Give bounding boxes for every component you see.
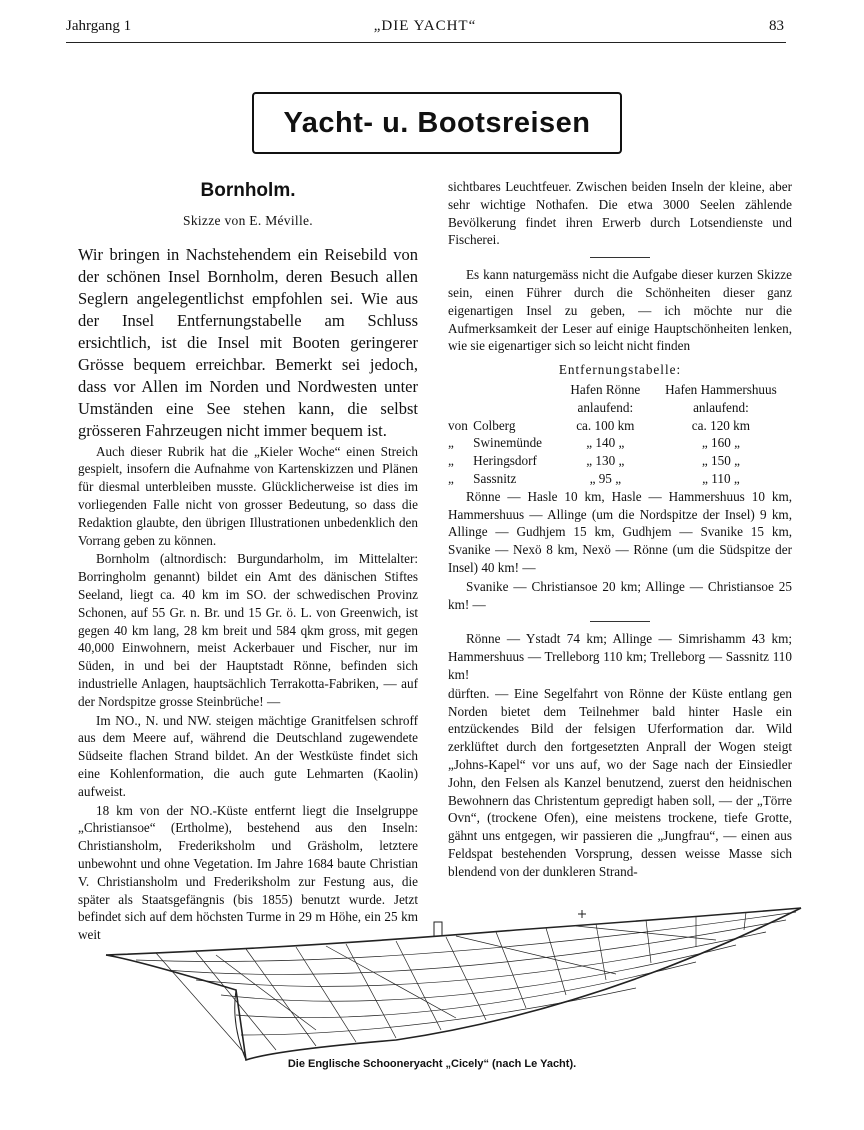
table-header: Hafen Rönne anlaufend: xyxy=(570,381,641,415)
right-column xyxy=(448,178,792,881)
volume-label: Jahrgang 1 xyxy=(66,18,132,34)
paragraph: Es kann naturgemäss nicht die Aufgabe dieser kurzen Skizze sein, einen Führer durch die Schönheiten dieser ganz eigenartigen Insel zu geben, — ich möchte nur die Aufmerksamkeit der Leser auf einige Hauptschönheiten lenken, wie sie eigenartiger sich so leicht nicht finden xyxy=(448,267,792,354)
paragraph: dürften. — Eine Segelfahrt von Rönne der Küste entlang gen Norden bietet dem Teilnehmer bald hinter Hasle ein entzückendes Bild der felsigen Uferformation dar. Wild zerklüftet durch den fortgesetzten Anprall der Wogen steigt „Johns-Kapel“ vor uns auf, wo der Sage nach der Einsiedler John, den Felsen als Kanzel benutzend, zuerst den heidnischen Bewohnern das Christentum gepredigt haben soll, — der „Törre Ovn“, (trockene Ofen), eine meistens trockene, tiefe Grotte, gähnt uns entgegen, wir passieren die „Jungfrau“, — einen aus Feldspat bestehenden Vorsprung, dessen weisse Masse sich blendend von der dunkleren Strand- xyxy=(448,685,792,879)
separator xyxy=(590,621,650,622)
page-header xyxy=(66,14,784,44)
figure-caption: Die Englische Schooneryacht „Cicely“ (nach Le Yacht). xyxy=(287,1058,577,1070)
schooner-yacht-drawing xyxy=(96,900,816,1070)
route-distances: Svanike — Christiansoe 20 km; Allinge — Christiansoe 25 km! — xyxy=(448,578,792,612)
paragraph: sichtbares Leuchtfeuer. Zwischen beiden Inseln der kleine, aber sehr wichtige Nothafen. Die etwa 3000 Seelen zählende Bevölkerung findet ihren Erwerb durch Lotsendienste und Fischerei. xyxy=(448,179,792,248)
article-byline: Skizze von E. Méville. xyxy=(183,212,313,228)
paragraph: Im NO., N. und NW. steigen mächtige Granitfelsen schroff aus dem Meere auf, während die Deutschland zugewendete Südseite flachen Strand bildet. An der Westküste findet sich eine Kohlenformation, die auch gute Lehmarten (Kaolin) aufweist. xyxy=(78,712,418,799)
paragraph: Rönne — Ystadt 74 km; Allinge — Simrishamm 43 km; Hammershuus — Trelleborg 110 km; Trelleborg — Sassnitz 110 km! xyxy=(448,631,792,682)
left-column xyxy=(78,178,418,945)
table-row: „ Swinemünde „ 140 „ „ 160 „ xyxy=(448,435,740,451)
distance-table xyxy=(448,381,792,488)
header-divider xyxy=(66,42,786,43)
table-row: „ Heringsdorf „ 130 „ „ 150 „ xyxy=(448,453,740,469)
separator xyxy=(590,257,650,258)
lead-paragraph: Wir bringen in Nachstehendem ein Reisebild von der schönen Insel Bornholm, deren Besuch allen Seglern angelegentlichst empfohlen sei. Wie aus der Insel Entfernungstabelle am Schluss ersichtlich, ist die Insel mit Booten geringerer Grösse bequem erreichbar. Bemerkt sei jedoch, dass vor Allen im Norden und Nordwesten unter Umständen eine See stehen kann, die selbst grösseren Fahrzeugen nicht immer bequem ist. xyxy=(78,244,418,440)
article-heading: Bornholm. xyxy=(200,180,296,201)
paragraph: Auch dieser Rubrik hat die „Kieler Woche“ einen Streich gespielt, insofern die Aufnahme von Kartenskizzen und Plänen für diesmal unterbleiben musste. Glücklicherweise ist dies im vorliegenden Falle nicht von grosser Bedeutung, so dass die Redaktion glaubte, den übrigen Illustrationen unbedenklich den Vorrang geben zu können. xyxy=(78,443,418,548)
distance-table-title: Entfernungstabelle: xyxy=(558,362,682,378)
page-number: 83 xyxy=(769,18,784,34)
journal-title: „DIE YACHT“ xyxy=(373,18,477,34)
table-row: „ Sassnitz „ 95 „ „ 110 „ xyxy=(448,470,740,486)
route-distances: Rönne — Hasle 10 km, Hasle — Hammershuus 10 km, Hammershuus — Allinge (um die Nordspitze der Insel) 9 km, Allinge — Gudhjem 15 km, Gudhjem — Svanike 15 km, Svanike — Nexö 8 km, Nexö — Rönne (um die Südspitze der Insel) 40 km! — xyxy=(448,488,792,575)
paragraph: 18 km von der NO.-Küste entfernt liegt die Inselgruppe „Christiansoe“ (Ertholme), bestehend aus den Inseln: Christiansholm, Frederiksholm und Gräsholm, letztere unbewohnt und ohne Vegetation. Im Jahre 1684 baute Christian V. Christiansholm und Frederiksholm zur Festung aus, die später als Staatsgefängnis (bis 1855) benutzt wurde. Jetzt befindet sich auf dem höchsten Turme in 29 m Höhe, ein 25 km weit xyxy=(78,802,418,943)
table-header: Hafen Hammershuus anlaufend: xyxy=(665,381,777,415)
section-title: Yacht- u. Bootsreisen xyxy=(252,92,622,154)
paragraph: Bornholm (altnordisch: Burgundarholm, im Mittelalter: Borringholm genannt) bildet ein Amt des dänischen Stiftes Seeland, liegt ca. 40 km im SO. der schwedischen Provinz Schonen, auf 55 Gr. n. Br. und 15 Gr. ö. L. von Greenwich, ist gegen 40 km lang, 28 km breit und 584 qkm gross, mit gegen 40,000 Einwohnern, meist Ackerbauer und Fischer, nur im Süden, in und bei der Hauptstadt Rönne, befinden sich industrielle Anlagen, hauptsächlich Terrakotta-Fabriken, — auf der Nordspitze grosse Steinbrüche! — xyxy=(78,551,418,709)
table-row: von Colberg ca. 100 km ca. 120 km xyxy=(448,417,751,433)
